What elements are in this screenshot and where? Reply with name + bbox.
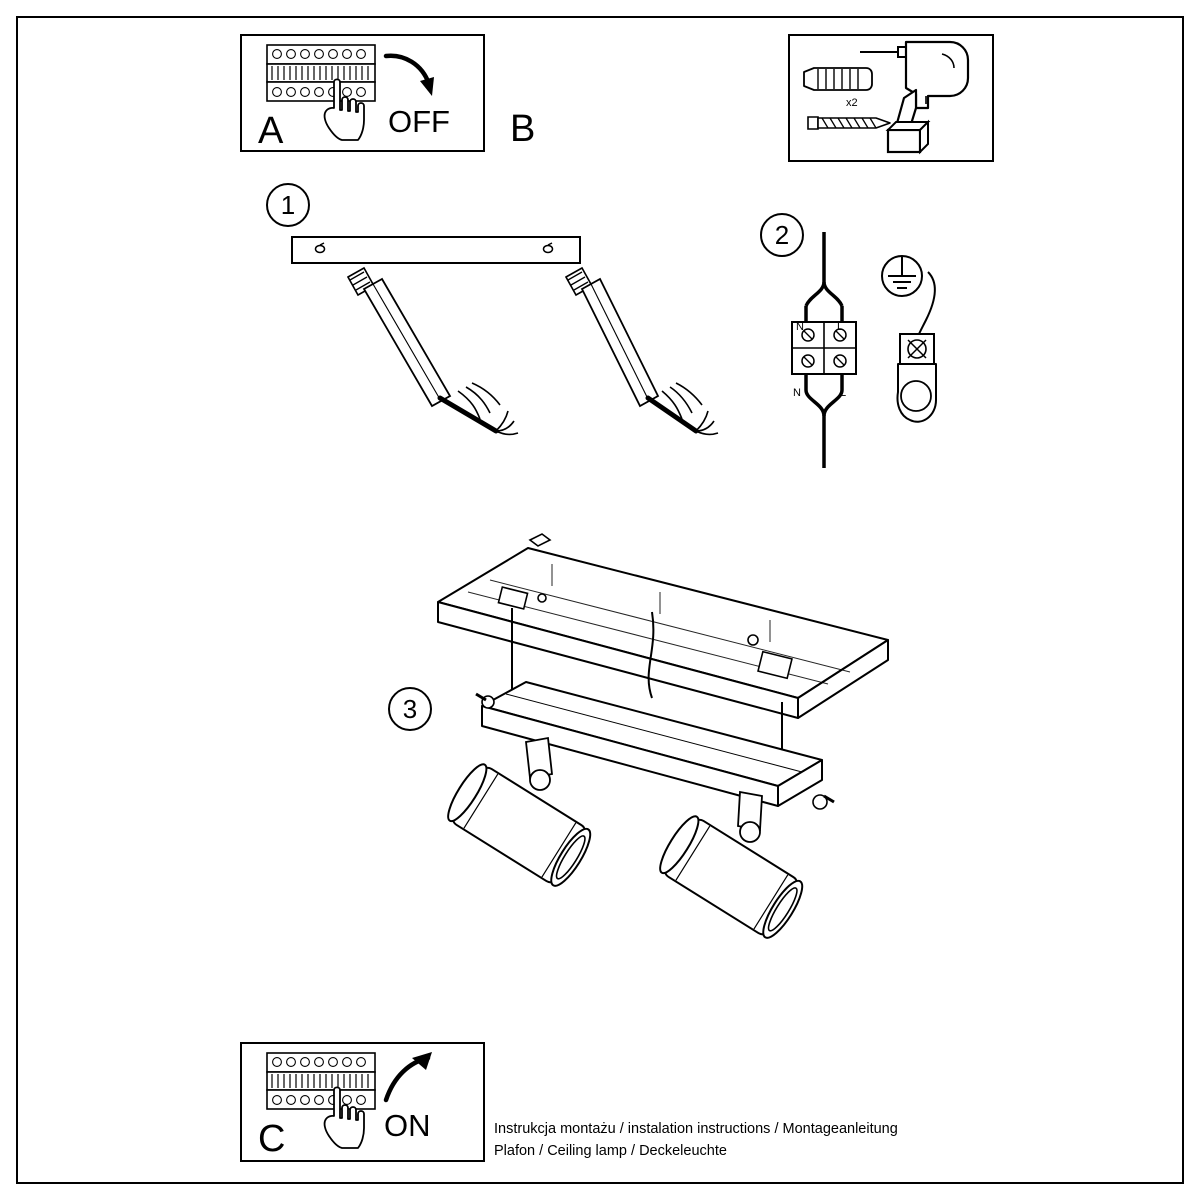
hand-pointing-icon (312, 78, 378, 144)
step-1-number: 1 (266, 183, 310, 227)
screw-icon (806, 112, 892, 134)
terminal-label-n-bottom: N (793, 387, 801, 399)
step-a-label: A (258, 110, 284, 152)
curved-arrow-up-icon (378, 1050, 436, 1106)
step-a-action-label: OFF (388, 104, 450, 139)
step-c-action-label: ON (384, 1108, 431, 1143)
power-drill-icon (858, 38, 980, 156)
mounting-bracket-with-screws-icon (290, 235, 720, 460)
ceiling-lamp-two-spot-icon (430, 530, 900, 990)
terminal-label-l-bottom: L (840, 387, 847, 399)
footer-line-2: Plafon / Ceiling lamp / Deckeleuchte (494, 1143, 727, 1159)
step-b-label: B (510, 108, 536, 150)
footer-line-1: Instrukcja montażu / instalation instructions / Montageanleitung (494, 1121, 898, 1137)
terminal-block-wiring-icon (780, 230, 960, 480)
curved-arrow-down-icon (382, 50, 440, 102)
step-2-number: 2 (760, 213, 804, 257)
hand-pointing-icon (312, 1086, 378, 1152)
plug-quantity-label: x2 (846, 97, 858, 109)
terminal-label-l-top: L (837, 321, 844, 333)
terminal-label-n-top: N (796, 321, 804, 333)
step-3-number: 3 (388, 687, 432, 731)
wall-plug-icon (800, 66, 874, 92)
step-c-label: C (258, 1118, 286, 1160)
